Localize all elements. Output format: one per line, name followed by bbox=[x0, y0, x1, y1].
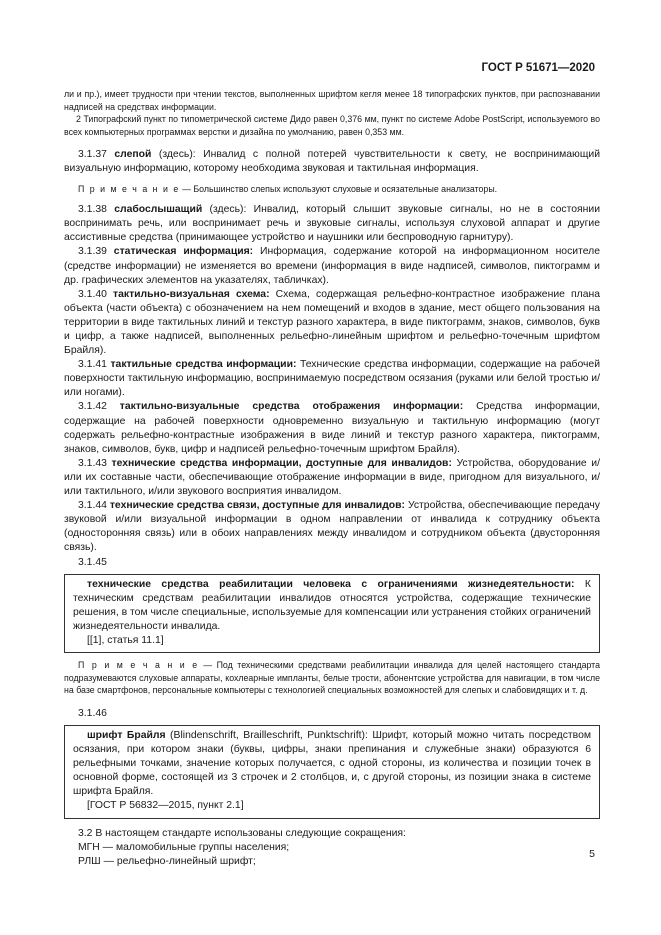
term-3142: 3.1.42 тактильно-визуальные средства отображения информации: Средства информации, содержащие на рабочей поверхности одновременно визуальную и тактильную информацию (могут содержать рельефно-контрастные изображения в виде линий и текстур разного характера, пиктограмм, знаков, символов, букв, цифр и надписей рельефно-точечным шрифтом Брайля). bbox=[64, 401, 601, 455]
document-code: ГОСТ Р 51671—2020 bbox=[481, 62, 595, 74]
term-3144: 3.1.44 технические средства связи, доступные для инвалидов: Устройства, обеспечивающие передачу звуковой и/или визуальной информации в одном направлении от инвалида к сотруднику объекта (односторонняя связь) или в обоих направлениях между инвалидом и сотрудником объекта (двусторонняя связь). bbox=[64, 500, 600, 554]
term-3146-ref: [ГОСТ Р 56832—2015, пункт 2.1] bbox=[87, 800, 244, 812]
term-3138: 3.1.38 слабослышащий (здесь): Инвалид, который слышит звуковые сигналы, но не в состоянии воспринимать речь, или воспринимает речь и звуковые сигналы, используя слуховой аппарат и другие ассистивные средства (принимающее устройство и наушники или беспроводную гарнитуру). bbox=[64, 204, 600, 244]
note-2: 2 Типографский пункт по типометрической системе Дидо равен 0,376 мм, пункт по системе Adobe PostScript, используемого во всех компьютерных программах верстки и дизайна по умолчанию, равен 0,353 мм. bbox=[64, 114, 600, 137]
note-3137: П р и м е ч а н и е — Большинство слепых используют слуховые и осязательные анализаторы. bbox=[78, 183, 498, 194]
abbreviation-rlsh: РЛШ — рельефно-линейный шрифт; bbox=[78, 855, 256, 867]
term-3146-box bbox=[64, 725, 600, 819]
note-continued: ли и пр.), имеет трудности при чтении текстов, выполненных шрифтом кегля менее 18 типографских пунктов, при распознавании надписей на средствах информации. bbox=[64, 89, 600, 112]
term-3139: 3.1.39 статическая информация: Информация, содержание которой на информационном носителе (средстве информации) не изменяется во времени (информация в виде надписей, символов, пиктограмм и др. графических элементов на указателях, табличках). bbox=[64, 246, 601, 286]
term-3145-ref: [[1], статья 11.1] bbox=[87, 634, 164, 646]
term-3145-box bbox=[64, 574, 600, 653]
abbreviation-mgn: МГН — маломобильные группы населения; bbox=[78, 841, 290, 853]
section-32-intro: 3.2 В настоящем стандарте использованы следующие сокращения: bbox=[78, 827, 406, 839]
term-3146-number: 3.1.46 bbox=[78, 707, 107, 719]
term-3143: 3.1.43 технические средства информации, доступные для инвалидов: Устройства, оборудование и/или их составные части, обеспечивающие отображение информации в виде, пригодном для визуального, и/или тактильного, и/или звукового восприятия инвалидом. bbox=[64, 457, 600, 498]
page-body bbox=[64, 88, 600, 869]
note-3145: П р и м е ч а н и е — Под техническими средствами реабилитации инвалида для целей настоящего стандарта подразумеваются слуховые аппараты, кохлеарные импланты, белые трости, абонентские устройства для навигации, в том числе на базе смартфонов, персональные компьютеры с технологией специальных возможностей для слепых и слабовидящих и т. д. bbox=[64, 660, 600, 696]
term-3145: технические средства реабилитации человека с ограничениями жизнедеятельности: К техническим средствам реабилитации инвалидов относятся устройства, содержащие технические решения, в том числе специальные, используемые для компенсации или устранения стойких ограничений жизнедеятельности инвалида. bbox=[73, 578, 591, 632]
term-3140: 3.1.40 тактильно-визуальная схема: Схема, содержащая рельефно-контрастное изображение плана объекта (части объекта) с обозначением на нем помещений и входов в здание, мест общего пользования на территории в виде тактильных линий и текстур разного характера, в виде пиктограмм, знаков, символов, букв и цифр, а также надписей, выполненных рельефно-линейным шрифтом и рельефно-точечным шрифтом Брайля). bbox=[64, 288, 600, 357]
term-3141: 3.1.41 тактильные средства информации: Технические средства информации, содержащие на рабочей поверхности тактильную информацию, воспринимаемую посредством осязания (руками или белой тростью и/или ногами). bbox=[64, 359, 600, 399]
term-3146: шрифт Брайля (Blindenschrift, Brailleschrift, Punktschrift): Шрифт, который можно читать посредством осязания, при котором знаки (буквы, цифры, знаки препинания и служебные знаки) образуются 6 рельефными точками, значение которых получается, с одной стороны, из количества и позиции точек в основной форме, состоящей из 3 строчек и 2 столбцов, и, с другой стороны, из позиции знака в системе шрифта Брайля. bbox=[73, 729, 591, 798]
term-3145-number: 3.1.45 bbox=[78, 556, 107, 568]
page-number: 5 bbox=[589, 848, 595, 860]
term-3137: 3.1.37 слепой (здесь): Инвалид с полной потерей чувствительности к свету, не воспринимающий визуальную информацию, которому необходима звуковая и тактильная информация. bbox=[64, 149, 601, 175]
